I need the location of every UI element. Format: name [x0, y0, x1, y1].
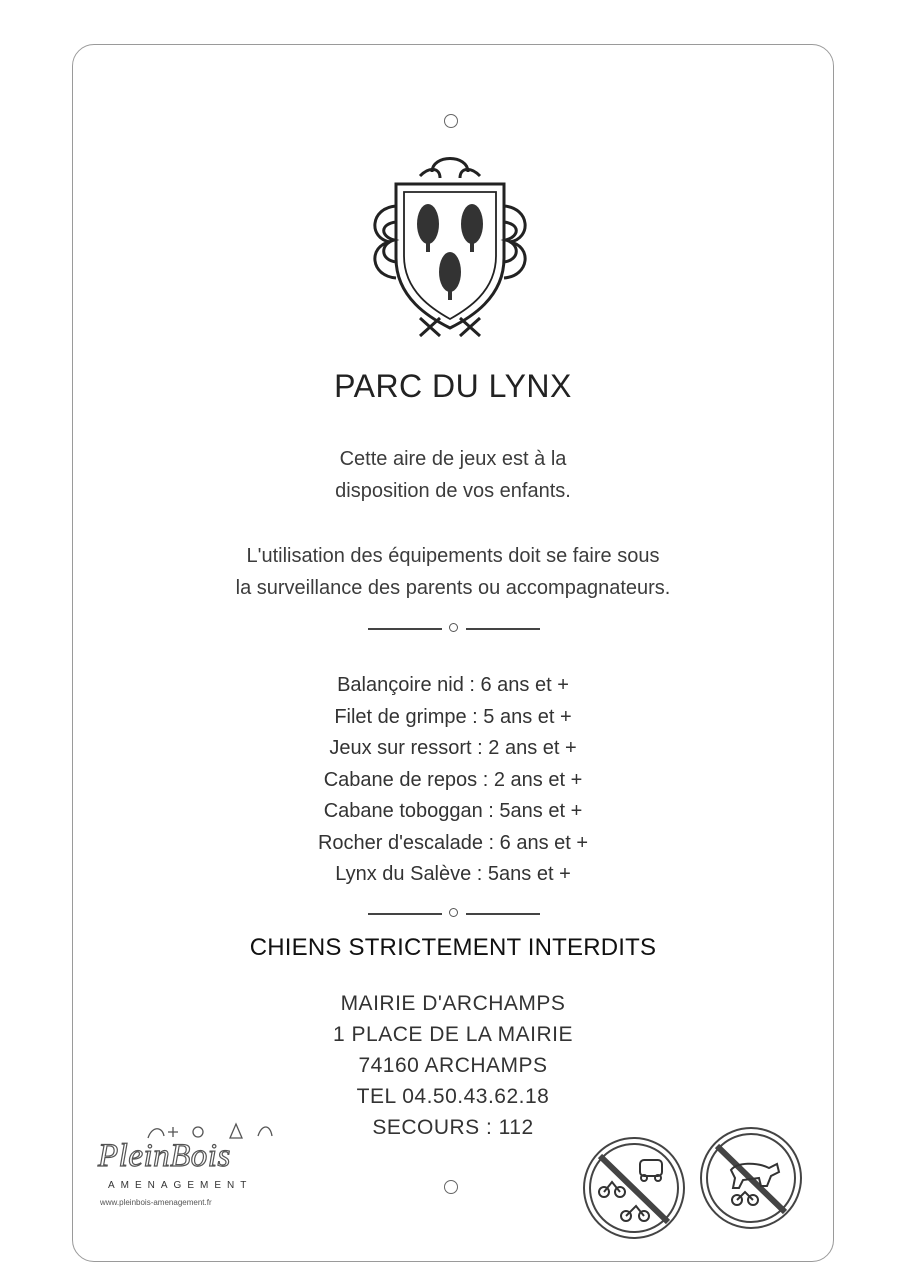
equipment-item: Balançoire nid : 6 ans et +: [337, 674, 569, 696]
logo-name: PleinBois: [98, 1138, 231, 1174]
logo-subtitle: AMENAGEMENT: [108, 1180, 253, 1191]
supervision-line: la surveillance des parents ou accompagnateurs.: [235, 577, 671, 599]
intro-text: [72, 443, 834, 507]
equipment-item: Jeux sur ressort : 2 ans et +: [329, 737, 577, 759]
address-line: 1 PLACE DE LA MAIRIE: [333, 1023, 573, 1046]
mounting-hole-bottom: [444, 1180, 458, 1194]
coat-of-arms-icon: [360, 148, 540, 344]
pleinbois-logo: [98, 1118, 298, 1218]
equipment-item: Rocher d'escalade : 6 ans et +: [317, 831, 589, 854]
park-title: PARC DU LYNX: [334, 368, 572, 404]
supervision-line: L'utilisation des équipements doit se faire sous: [246, 545, 660, 567]
no-dogs-icon: [697, 1124, 805, 1232]
equipment-item: Lynx du Salève : 5ans et +: [335, 863, 571, 885]
address-line: MAIRIE D'ARCHAMPS: [340, 992, 566, 1015]
equipment-item: Cabane de repos : 2 ans et +: [323, 768, 583, 791]
intro-line: disposition de vos enfants.: [335, 480, 571, 502]
address-line: 74160 ARCHAMPS: [358, 1054, 548, 1077]
mounting-hole-top: [444, 114, 458, 128]
equipment-item: Filet de grimpe : 5 ans et +: [334, 705, 572, 728]
equipment-age-list: [72, 670, 834, 891]
dogs-prohibited-notice: CHIENS STRICTEMENT INTERDITS: [249, 934, 657, 961]
intro-line: Cette aire de jeux est à la: [339, 448, 567, 470]
supervision-text: [72, 540, 834, 604]
ornament-divider: [368, 622, 540, 636]
emergency-line: SECOURS : 112: [372, 1116, 534, 1139]
ornament-divider: [368, 907, 540, 921]
phone-line: TEL 04.50.43.62.18: [356, 1085, 550, 1108]
logo-url: www.pleinbois-amenagement.fr: [100, 1198, 212, 1207]
no-vehicles-icon: [580, 1134, 688, 1242]
equipment-item: Cabane toboggan : 5ans et +: [323, 800, 583, 822]
